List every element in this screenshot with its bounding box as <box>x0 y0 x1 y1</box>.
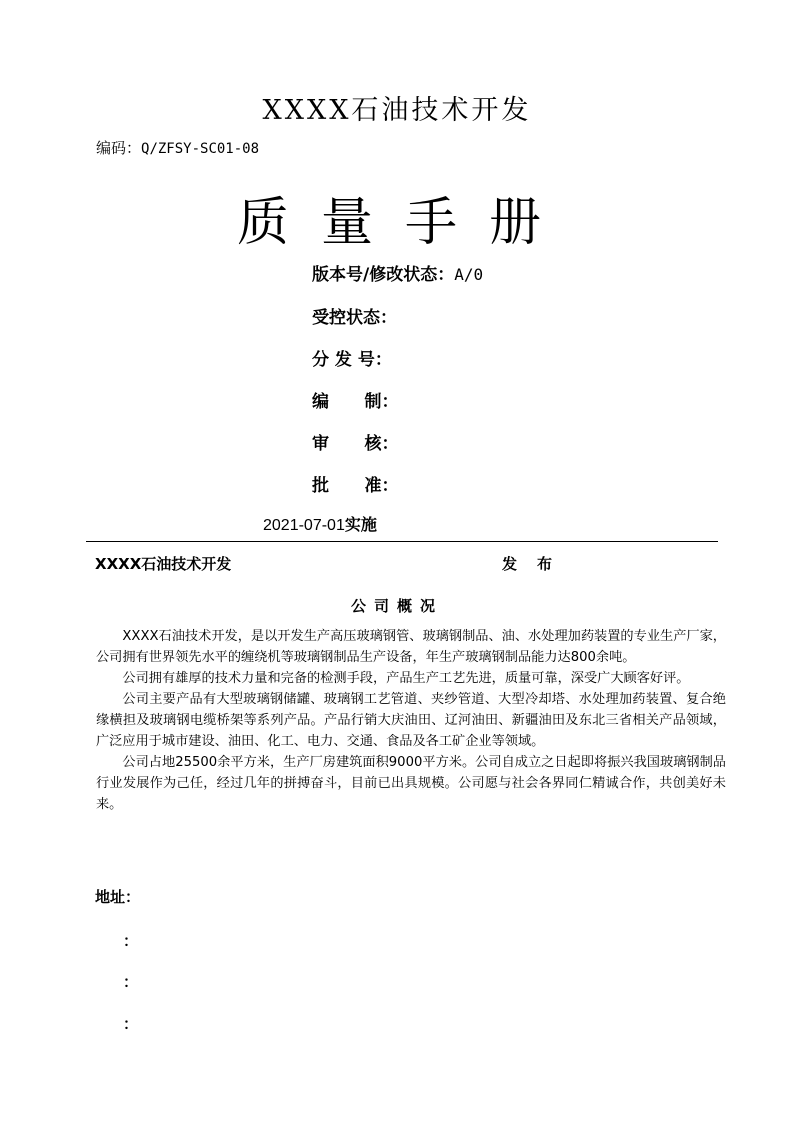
document-code-label: 编码： <box>96 139 142 157</box>
prepared-by-field <box>312 387 399 412</box>
overview-body <box>96 626 726 815</box>
effective-date <box>263 512 377 535</box>
address-line-colon: ： <box>123 973 139 991</box>
address-line-colon: ： <box>123 1015 139 1033</box>
version-value: A/0 <box>454 265 484 284</box>
document-code-value: Q/ZFSY-SC01-08 <box>141 141 260 157</box>
publish-label: 发布 <box>502 555 573 573</box>
version-field <box>312 260 483 285</box>
issuer-name: XXXX石油技术开发 <box>95 555 232 573</box>
overview-paragraph: 公司占地25500余平方米，生产厂房建筑面积9000平方米。公司自成立之日起即将振兴我国玻璃钢制品行业发展作为己任，经过几年的拼搏奋斗，目前已出具规模。公司愿与社会各界同仁精诚合作，共创美好未来。 <box>96 755 726 812</box>
horizontal-divider <box>86 541 718 542</box>
effective-date-label: 实施 <box>344 515 377 534</box>
version-label: 版本号/修改状态： <box>312 265 455 285</box>
address-label: 地址： <box>95 888 141 906</box>
company-title: XXXX石油技术开发 <box>262 95 532 126</box>
control-status-field <box>312 303 397 328</box>
overview-paragraph: 公司拥有雄厚的技术力量和完备的检测手段，产品生产工艺先进，质量可靠，深受广大顾客好评。 <box>122 671 690 686</box>
manual-title: 质量手册 <box>236 193 573 253</box>
overview-paragraph: XXXX石油技术开发，是以开发生产高压玻璃钢管、玻璃钢制品、油、水处理加药装置的专业生产厂家，公司拥有世界领先水平的缠绕机等玻璃钢制品生产设备，年生产玻璃钢制品能力达800余吨。 <box>96 629 726 665</box>
approved-by-field <box>312 471 399 496</box>
overview-title: 公司概况 <box>350 597 443 615</box>
reviewed-by-label: 审 核： <box>312 434 399 454</box>
document-code <box>96 137 259 158</box>
overview-paragraph: 公司主要产品有大型玻璃钢储罐、玻璃钢工艺管道、夹纱管道、大型冷却塔、水处理加药装置、复合绝缘横担及玻璃钢电缆桥架等系列产品。产品行销大庆油田、辽河油田、新疆油田及东北三省相关产品领域，广泛应用于城市建设、油田、化工、电力、交通、食品及各工矿企业等领域。 <box>96 692 726 749</box>
distribution-number-field <box>312 345 392 370</box>
address-line-colon: ： <box>123 932 139 950</box>
prepared-by-label: 编 制： <box>312 392 399 412</box>
reviewed-by-field <box>312 429 399 454</box>
control-status-label: 受控状态： <box>312 308 397 328</box>
approved-by-label: 批 准： <box>312 476 399 496</box>
effective-date-value: 2021-07-01 <box>263 517 345 534</box>
distribution-number-label: 分 发 号： <box>312 350 392 370</box>
